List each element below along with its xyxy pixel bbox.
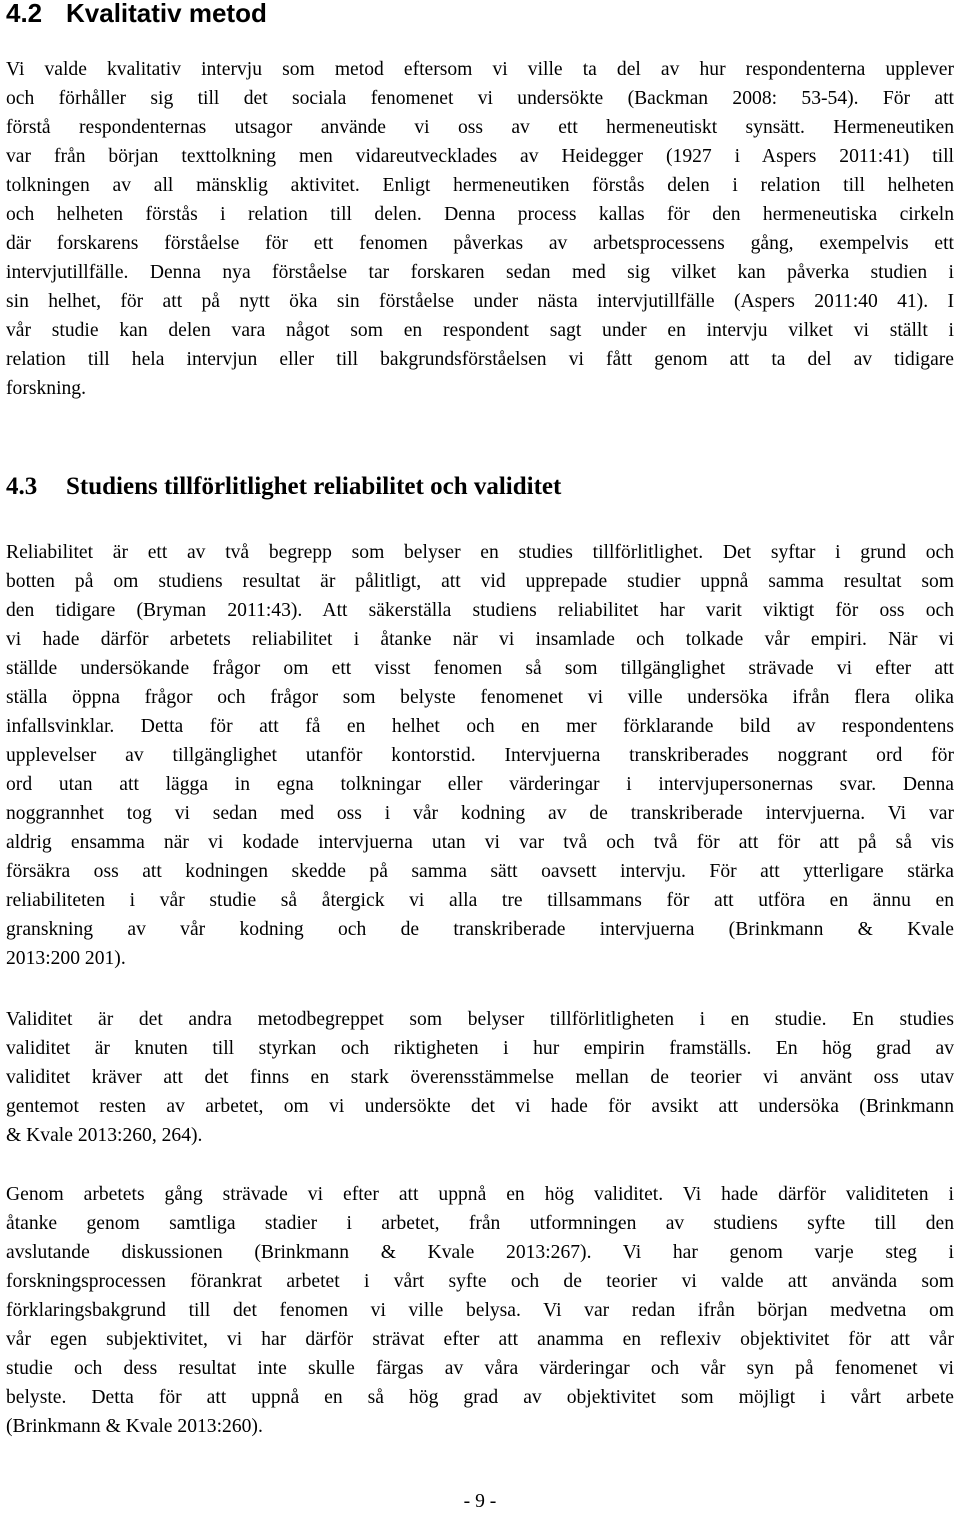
text-line: upplevelser av tillgänglighet utanför kontorstid. Intervjuerna transkriberades noggrant ord för	[6, 745, 954, 766]
text-line: forskningsprocessen förankrat arbetet i vårt syfte och de teorier vi valde att använda som	[6, 1271, 954, 1292]
text-line: & Kvale 2013:260, 264).	[6, 1125, 203, 1146]
section-number: 4.2	[6, 0, 43, 28]
text-line: aldrig ensamma när vi kodade intervjuerna utan vi var två och två för att för att på så vis	[6, 832, 954, 853]
section-heading-4-2	[6, 0, 267, 28]
text-line: den tidigare (Bryman 2011:43). Att säkerställa studiens reliabilitet har varit viktigt för oss och	[6, 600, 954, 621]
body-paragraph	[6, 1180, 954, 1441]
text-line: validitet kräver att det finns en stark överensstämmelse mellan de teorier vi använt oss utav	[6, 1067, 954, 1088]
text-line: Validitet är det andra metodbegreppet som belyser tillförlitligheten i en studie. En studies	[6, 1009, 954, 1030]
text-line: tolkningen av all mänsklig aktivitet. Enligt hermeneutiken förstås delen i relation till helheten	[6, 175, 954, 196]
text-line: ställde undersökande frågor om ett visst fenomen så som tillgänglighet strävade vi efter att	[6, 658, 954, 679]
text-line: noggrannhet tog vi sedan med oss i vår kodning av de transkriberade intervjuerna. Vi var	[6, 803, 954, 824]
text-line: sin helhet, för att på nytt öka sin förståelse under nästa intervjutillfälle (Aspers 2011:40 41). I	[6, 291, 954, 312]
text-line: förstå respondenternas utsagor använde vi oss av ett hermeneutiskt synsätt. Hermeneutiken	[6, 117, 954, 138]
text-line: förklaringsbakgrund till det fenomen vi ville belysa. Vi var redan ifrån början medvetna om	[6, 1300, 954, 1321]
body-paragraph	[6, 538, 954, 973]
text-line: Vi valde kvalitativ intervju som metod eftersom vi ville ta del av hur respondenterna upplever	[6, 59, 954, 80]
text-line: forskning.	[6, 378, 87, 399]
text-line: försäkra oss att kodningen skedde på samma sätt oavsett intervju. För att ytterligare stärka	[6, 861, 954, 882]
section-title: Kvalitativ metod	[66, 0, 267, 28]
text-line: åtanke genom samtliga stadier i arbetet, från utformningen av studiens syfte till den	[6, 1213, 954, 1234]
text-line: intervjutillfälle. Denna nya förståelse tar forskaren sedan med sig vilket kan påverka studien i	[6, 262, 954, 283]
text-line: 2013:200 201).	[6, 948, 126, 969]
text-line: och förhåller sig till det sociala fenomenet vi undersökte (Backman 2008: 53-54). För att	[6, 88, 954, 109]
text-line: belyste. Detta för att uppnå en så hög grad av objektivitet som möjligt i vårt arbete	[6, 1387, 954, 1408]
text-line: (Brinkmann & Kvale 2013:260).	[6, 1416, 263, 1437]
text-line: Reliabilitet är ett av två begrepp som belyser en studies tillförlitlighet. Det syftar i grund och	[6, 542, 954, 563]
text-line: gentemot resten av arbetet, om vi undersökte det vi hade för avsikt att undersöka (Brinkmann	[6, 1096, 954, 1117]
page-number: - 9 -	[463, 1491, 497, 1512]
text-line: relation till hela intervjun eller till bakgrundsförståelsen vi fått genom att ta del av tidigare	[6, 349, 954, 370]
text-line: validitet är knuten till styrkan och riktigheten i hur empirin framställs. En hög grad av	[6, 1038, 954, 1059]
text-line: och helheten förstås i relation till delen. Denna process kallas för den hermeneutiska cirkeln	[6, 204, 954, 225]
text-line: vår studie kan delen vara något som en respondent sagt under en intervju vilket vi ställt i	[6, 320, 954, 341]
text-line: vi hade därför arbetets reliabilitet i åtanke när vi insamlade och tolkade vår empiri. När vi	[6, 629, 954, 650]
text-line: studie och dess resultat inte skulle färgas av våra värderingar och vår syn på fenomenet vi	[6, 1358, 954, 1379]
text-line: ord utan att lägga in egna tolkningar eller värderingar i intervjupersonernas svar. Denna	[6, 774, 954, 795]
section-number: 4.3	[6, 473, 38, 500]
section-heading-4-3	[6, 472, 561, 502]
body-paragraph	[6, 55, 954, 403]
text-line: infallsvinklar. Detta för att få en helhet och en mer förklarande bild av respondentens	[6, 716, 954, 737]
body-paragraph	[6, 1005, 954, 1150]
text-line: ställa öppna frågor och frågor som belyste fenomenet vi ville undersöka ifrån flera olika	[6, 687, 954, 708]
text-line: där forskarens förståelse för ett fenomen påverkas av arbetsprocessens gång, exempelvis ett	[6, 233, 954, 254]
text-line: vår egen subjektivitet, vi har därför strävat efter att anamma en reflexiv objektivitet för att vår	[6, 1329, 954, 1350]
text-line: botten på om studiens resultat är pålitligt, att vid upprepade studier uppnå samma resultat som	[6, 571, 954, 592]
text-line: granskning av vår kodning och de transkriberade intervjuerna (Brinkmann & Kvale	[6, 919, 954, 940]
section-title: Studiens tillförlitlighet reliabilitet och validitet	[66, 473, 562, 500]
text-line: reliabiliteten i vår studie så återgick vi alla tre tillsammans för att utföra en ännu en	[6, 890, 954, 911]
text-line: avslutande diskussionen (Brinkmann & Kvale 2013:267). Vi har genom varje steg i	[6, 1242, 954, 1263]
text-line: Genom arbetets gång strävade vi efter att uppnå en hög validitet. Vi hade därför validiteten i	[6, 1184, 954, 1205]
text-line: var från början texttolkning men vidareutvecklades av Heidegger (1927 i Aspers 2011:41) till	[6, 146, 954, 167]
